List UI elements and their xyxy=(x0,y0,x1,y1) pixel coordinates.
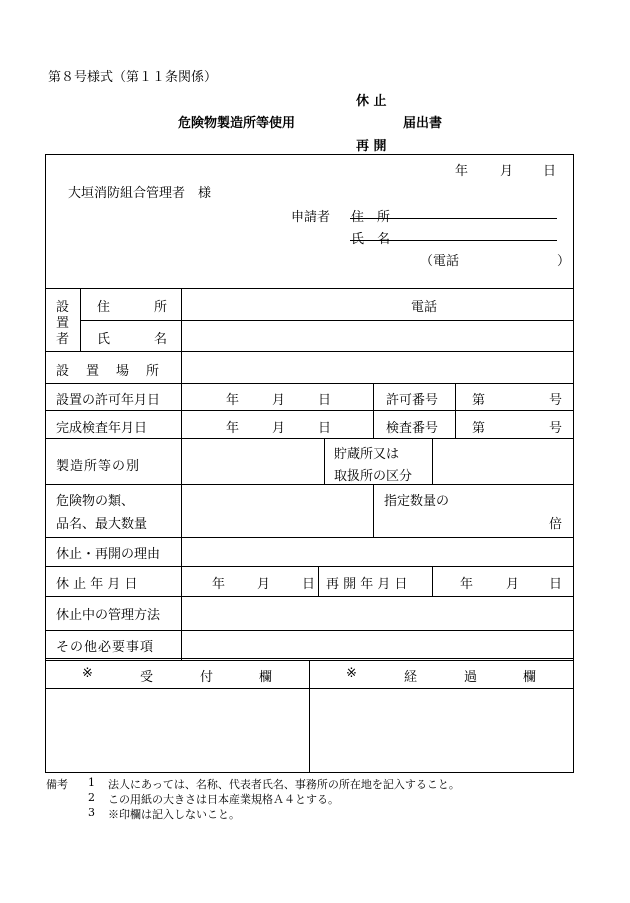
installer-label-3: 者 xyxy=(56,332,70,347)
addressee: 大垣消防組合管理者 様 xyxy=(68,186,212,201)
title-suffix: 届出書 xyxy=(403,116,443,131)
progress-label-3: 欄 xyxy=(523,670,537,685)
applicant-name-label: 氏 名 xyxy=(351,232,391,247)
storage-class-label-2: 取扱所の区分 xyxy=(334,469,413,484)
resume-year: 年 xyxy=(460,577,474,592)
installer-address-label-a: 住 xyxy=(97,300,111,315)
note-text-3: ※印欄は記入しないこと。 xyxy=(108,808,240,821)
date-year: 年 xyxy=(455,164,469,179)
suspend-date-label: 休 止 年 月 日 xyxy=(56,577,138,592)
suspend-year: 年 xyxy=(212,577,226,592)
progress-label-2: 過 xyxy=(464,670,478,685)
reception-label-3: 欄 xyxy=(259,670,273,685)
col-divider xyxy=(181,288,182,660)
resume-day: 日 xyxy=(549,577,563,592)
row-divider xyxy=(45,410,574,411)
col-divider xyxy=(432,438,433,484)
permit-no-suffix: 号 xyxy=(549,393,563,408)
permit-day: 日 xyxy=(318,393,332,408)
management-label: 休止中の管理方法 xyxy=(56,608,161,623)
permit-date-label: 設置の許可年月日 xyxy=(56,393,161,408)
inspect-day: 日 xyxy=(318,421,332,436)
permit-month: 月 xyxy=(272,393,286,408)
permit-no-label: 許可番号 xyxy=(386,393,439,408)
notes-heading: 備考 xyxy=(46,778,68,791)
note-text-2: この用紙の大きさは日本産業規格Ａ４とする。 xyxy=(108,793,339,806)
installer-name-label-a: 氏 xyxy=(97,332,111,347)
inspect-no-suffix: 号 xyxy=(549,421,563,436)
row-divider xyxy=(45,658,574,659)
title-option-resume: 再 開 xyxy=(356,139,387,154)
row-divider xyxy=(45,566,574,567)
col-divider xyxy=(455,383,456,438)
row-divider xyxy=(45,288,574,289)
applicant-label: 申請者 xyxy=(291,210,331,225)
hazmat-label-2: 品名、最大数量 xyxy=(56,517,148,532)
date-month: 月 xyxy=(500,164,514,179)
suspend-month: 月 xyxy=(257,577,271,592)
title-main: 危険物製造所等使用 xyxy=(178,116,296,131)
applicant-phone-close: ） xyxy=(557,254,571,269)
row-divider xyxy=(45,596,574,597)
other-label: その他必要事項 xyxy=(56,640,155,655)
row-divider xyxy=(45,630,574,631)
row-divider xyxy=(80,320,574,321)
applicant-name-field[interactable] xyxy=(350,240,557,241)
installer-label-2: 置 xyxy=(56,316,70,331)
row-divider xyxy=(45,537,574,538)
facility-type-label: 製造所等の別 xyxy=(56,459,141,474)
row-divider xyxy=(45,351,574,352)
note-num-2: 2 xyxy=(88,791,95,804)
col-divider xyxy=(432,566,433,596)
col-divider xyxy=(318,566,319,596)
suspend-day: 日 xyxy=(302,577,316,592)
reason-label: 休止・再開の理由 xyxy=(56,547,161,562)
date-day: 日 xyxy=(543,164,557,179)
inspect-year: 年 xyxy=(226,421,240,436)
note-text-1: 法人にあっては、名称、代表者氏名、事務所の所在地を記入すること。 xyxy=(108,778,460,791)
inspect-month: 月 xyxy=(272,421,286,436)
permit-year: 年 xyxy=(226,393,240,408)
applicant-address-field[interactable] xyxy=(350,218,557,219)
installer-phone-label: 電話 xyxy=(411,300,438,315)
installer-label-1: 設 xyxy=(56,300,70,315)
installer-name-label-b: 名 xyxy=(154,332,168,347)
resume-date-label: 再 開 年 月 日 xyxy=(326,577,408,592)
reception-mark: ※ xyxy=(82,666,93,681)
col-divider xyxy=(373,484,374,537)
progress-label-1: 経 xyxy=(404,670,418,685)
applicant-address-label: 住 所 xyxy=(351,210,391,225)
row-divider xyxy=(45,383,574,384)
inspect-no-label: 検査番号 xyxy=(386,421,439,436)
resume-month: 月 xyxy=(506,577,520,592)
note-num-3: 3 xyxy=(88,806,95,819)
title-option-suspend: 休 止 xyxy=(356,94,387,109)
col-divider xyxy=(80,288,81,351)
progress-mark: ※ xyxy=(346,666,357,681)
row-divider xyxy=(45,438,574,439)
permit-no-prefix: 第 xyxy=(472,393,486,408)
applicant-phone-open: （電話 xyxy=(420,254,460,269)
col-divider xyxy=(373,383,374,438)
row-divider xyxy=(45,484,574,485)
note-num-1: 1 xyxy=(88,776,95,789)
location-label: 設 置 場 所 xyxy=(56,364,162,379)
hazmat-label-1: 危険物の類、 xyxy=(56,494,135,509)
form-number: 第８号様式（第１１条関係） xyxy=(48,70,218,85)
reception-label-2: 付 xyxy=(200,670,214,685)
storage-class-label-1: 貯蔵所又は xyxy=(334,447,400,462)
inspect-date-label: 完成検査年月日 xyxy=(56,421,148,436)
installer-address-label-b: 所 xyxy=(154,300,168,315)
times-label: 倍 xyxy=(549,517,563,532)
col-divider xyxy=(324,438,325,484)
inspect-no-prefix: 第 xyxy=(472,421,486,436)
designated-qty-label: 指定数量の xyxy=(384,494,450,509)
col-divider xyxy=(309,660,310,773)
reception-label-1: 受 xyxy=(140,670,154,685)
